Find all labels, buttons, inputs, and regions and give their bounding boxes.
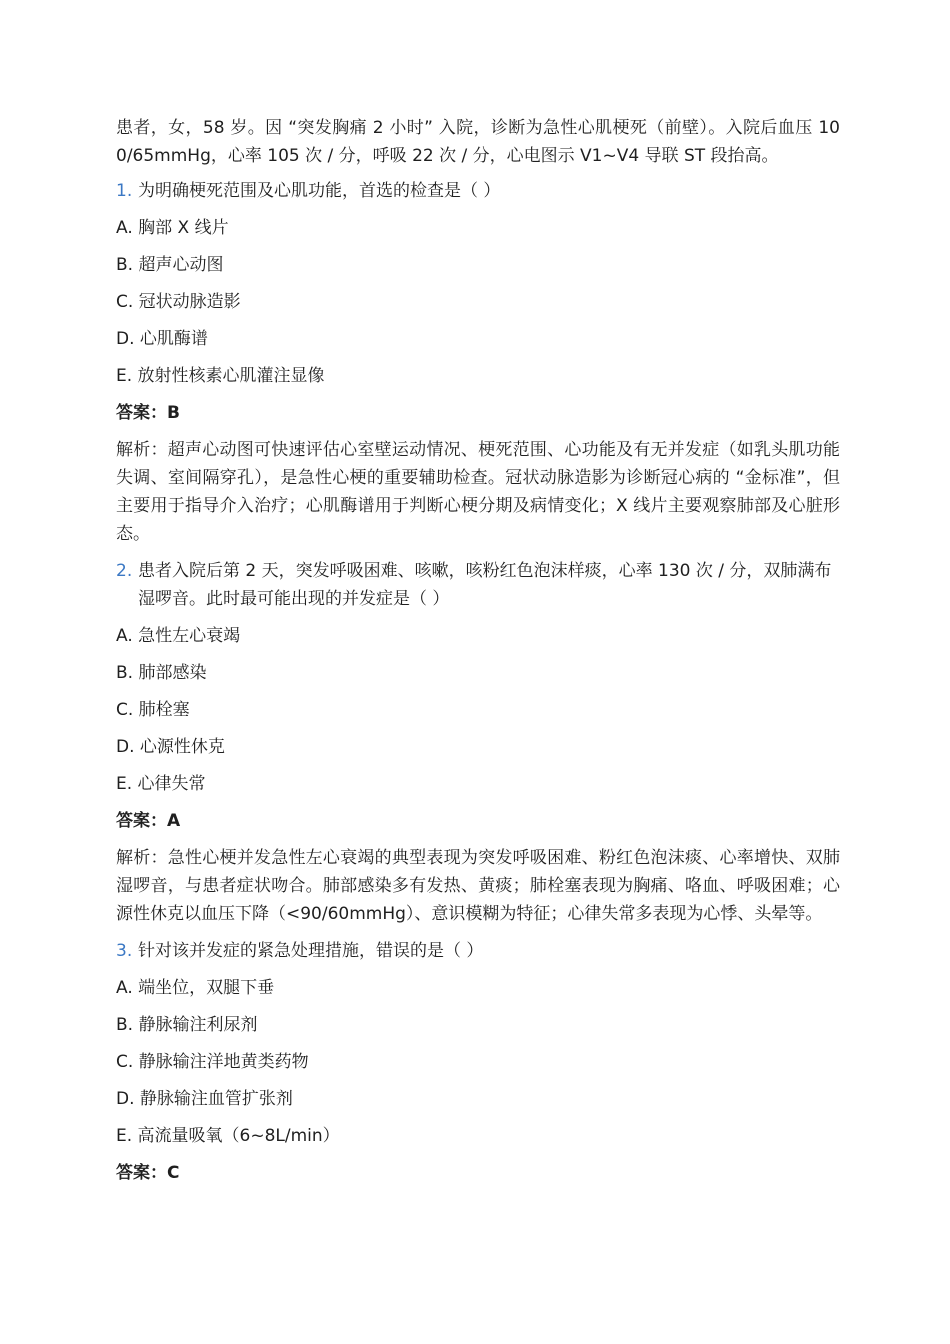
analysis: 解析：急性心梗并发急性左心衰竭的典型表现为突发呼吸困难、粉红色泡沫痰、心率增快、双肺湿啰音，与患者症状吻合。肺部感染多有发热、黄痰；肺栓塞表现为胸痛、咯血、呼吸困难；心源性休克以血压下降（<90/60mmHg）、意识模糊为特征；心律失常多表现为心悸、头晕等。 xyxy=(116,848,840,924)
question-number: 1. xyxy=(116,181,133,201)
option-e: E. 心律失常 xyxy=(116,774,206,794)
question-2 xyxy=(116,557,840,613)
question-3 xyxy=(116,937,840,965)
question-text: 为明确梗死范围及心肌功能，首选的检查是（ ） xyxy=(138,181,501,201)
question-number: 3. xyxy=(116,941,133,961)
question-text: 针对该并发症的紧急处理措施，错误的是（ ） xyxy=(138,941,484,961)
option-c: C. 静脉输注洋地黄类药物 xyxy=(116,1052,309,1072)
analysis: 解析：超声心动图可快速评估心室壁运动情况、梗死范围、心功能及有无并发症（如乳头肌功能失调、室间隔穿孔），是急性心梗的重要辅助检查。冠状动脉造影为诊断冠心病的 “金标准”，但主要用于指导介入治疗；心肌酶谱用于判断心梗分期及病情变化；X 线片主要观察肺部及心脏形态。 xyxy=(116,440,840,544)
case-intro: 患者，女，58 岁。因 “突发胸痛 2 小时” 入院，诊断为急性心肌梗死（前壁）。入院后血压 100/65mmHg，心率 105 次 / 分，呼吸 22 次 / 分，心电图示 V1~V4 导联 ST 段抬高。 xyxy=(116,118,840,166)
option-c: C. 冠状动脉造影 xyxy=(116,292,241,312)
option-d: D. 心源性休克 xyxy=(116,737,225,757)
option-b: B. 肺部感染 xyxy=(116,663,207,683)
option-e: E. 高流量吸氧（6~8L/min） xyxy=(116,1126,340,1146)
question-number: 2. xyxy=(116,561,133,581)
document-page xyxy=(116,114,840,1196)
option-c: C. 肺栓塞 xyxy=(116,700,190,720)
answer: 答案：A xyxy=(116,811,181,831)
question-1 xyxy=(116,177,840,205)
question-text: 患者入院后第 2 天，突发呼吸困难、咳嗽，咳粉红色泡沫样痰，心率 130 次 / 分，双肺满布湿啰音。此时最可能出现的并发症是（ ） xyxy=(138,561,832,609)
option-d: D. 心肌酶谱 xyxy=(116,329,208,349)
option-d: D. 静脉输注血管扩张剂 xyxy=(116,1089,293,1109)
option-b: B. 静脉输注利尿剂 xyxy=(116,1015,258,1035)
answer: 答案：C xyxy=(116,1163,180,1183)
option-b: B. 超声心动图 xyxy=(116,255,224,275)
option-a: A. 胸部 X 线片 xyxy=(116,218,229,238)
option-a: A. 急性左心衰竭 xyxy=(116,626,241,646)
option-e: E. 放射性核素心肌灌注显像 xyxy=(116,366,325,386)
option-a: A. 端坐位，双腿下垂 xyxy=(116,978,275,998)
answer: 答案：B xyxy=(116,403,180,423)
